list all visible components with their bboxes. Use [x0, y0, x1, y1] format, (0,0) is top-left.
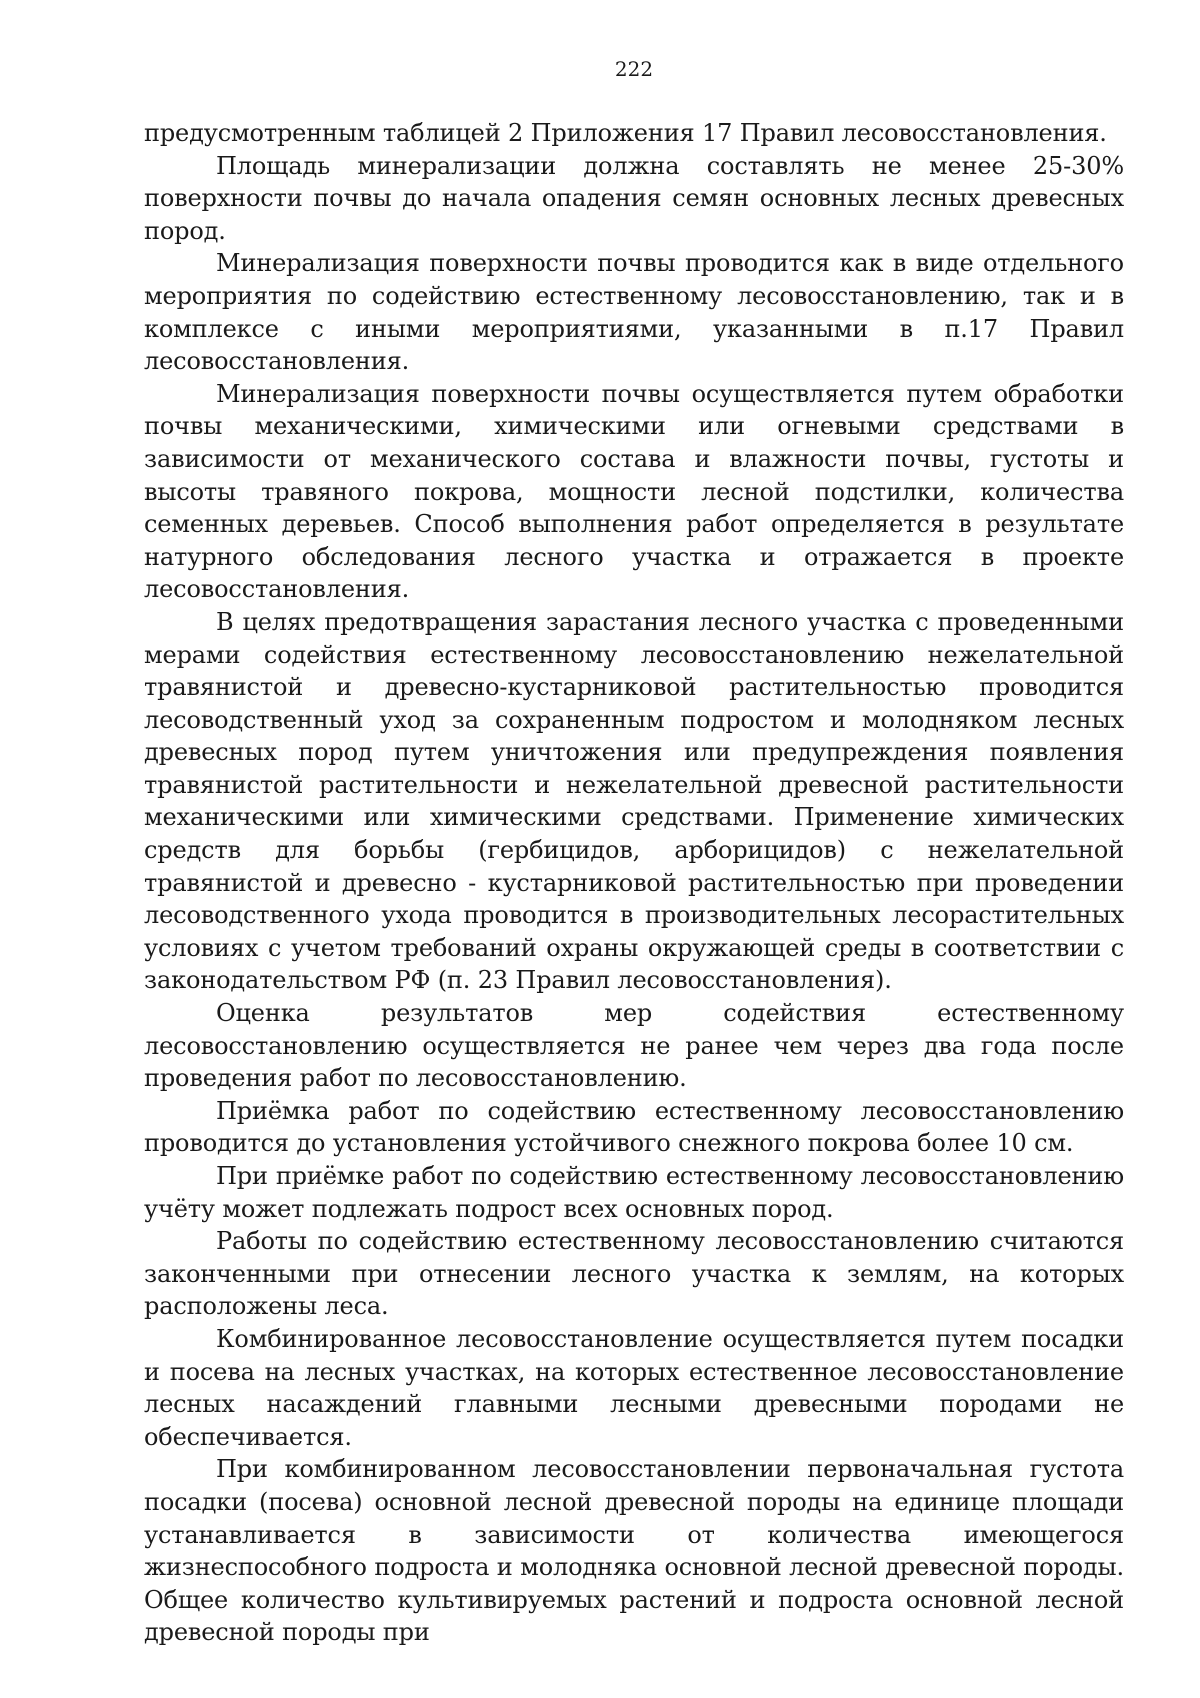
paragraph-mineralization-events: Минерализация поверхности почвы проводится как в виде отдельного мероприятия по содействию естественному лесовосстановлению, так и в комплексе с иными мероприятиями, указанными в п.17 Правил лесовосстановления.	[144, 249, 1124, 376]
paragraph-results-evaluation: Оценка результатов мер содействия естественному лесовосстановлению осуществляется не ранее чем через два года после проведения работ по лесовосстановлению.	[144, 999, 1124, 1093]
document-page	[144, 0, 1124, 1698]
document-body	[144, 117, 1124, 1649]
paragraph-mineralization-methods: Минерализация поверхности почвы осуществляется путем обработки почвы механическими, химическими или огневыми средствами в зависимости от механического состава и влажности почвы, густоты и высоты травяного покрова, мощности лесной подстилки, количества семенных деревьев. Способ выполнения работ определяется в результате натурного обследования лесного участка и отражается в проекте лесовосстановления.	[144, 379, 1124, 604]
page-number: 222	[614, 57, 654, 81]
paragraph-mineralization-area: Площадь минерализации должна составлять не менее 25-30% поверхности почвы до начала опадения семян основных лесных древесных пород.	[144, 151, 1124, 245]
paragraph-initial-density: При комбинированном лесовосстановлении первоначальная густота посадки (посева) основной лесной древесной породы на единице площади устанавливается в зависимости от количества имеющегося жизнеспособного подроста и молодняка основной лесной древесной породы. Общее количество культивируемых растений и подроста основной лесной древесной породы при	[144, 1455, 1124, 1647]
paragraph-works-acceptance: Приёмка работ по содействию естественному лесовосстановлению проводится до установления устойчивого снежного покрова более 10 см.	[144, 1096, 1124, 1158]
paragraph-continuation: предусмотренным таблицей 2 Приложения 17 Правил лесовосстановления.	[144, 119, 1107, 147]
paragraph-combined-restoration: Комбинированное лесовосстановление осуществляется путем посадки и посева на лесных участках, на которых естественное лесовосстановление лесных насаждений главными лесными древесными породами не обеспечивается.	[144, 1324, 1124, 1451]
paragraph-overgrowth-prevention: В целях предотвращения зарастания лесного участка с проведенными мерами содействия естественному лесовосстановлению нежелательной травянистой и древесно-кустарниковой растительностью проводится лесоводственный уход за сохраненным подростом и молодняком лесных древесных пород путем уничтожения или предупреждения появления травянистой растительности и нежелательной древесной растительности механическими или химическими средствами. Применение химических средств для борьбы (гербицидов, арборицидов) с нежелательной травянистой и древесно - кустарниковой растительностью при проведении лесоводственного ухода проводится в производительных лесорастительных условиях с учетом требований охраны окружающей среды в соответствии с законодательством РФ (п. 23 Правил лесовосстановления).	[144, 607, 1124, 995]
paragraph-works-completion: Работы по содействию естественному лесовосстановлению считаются законченными при отнесении лесного участка к землям, на которых расположены леса.	[144, 1227, 1124, 1321]
paragraph-undergrowth-accounting: При приёмке работ по содействию естественному лесовосстановлению учёту может подлежать подрост всех основных пород.	[144, 1162, 1124, 1223]
